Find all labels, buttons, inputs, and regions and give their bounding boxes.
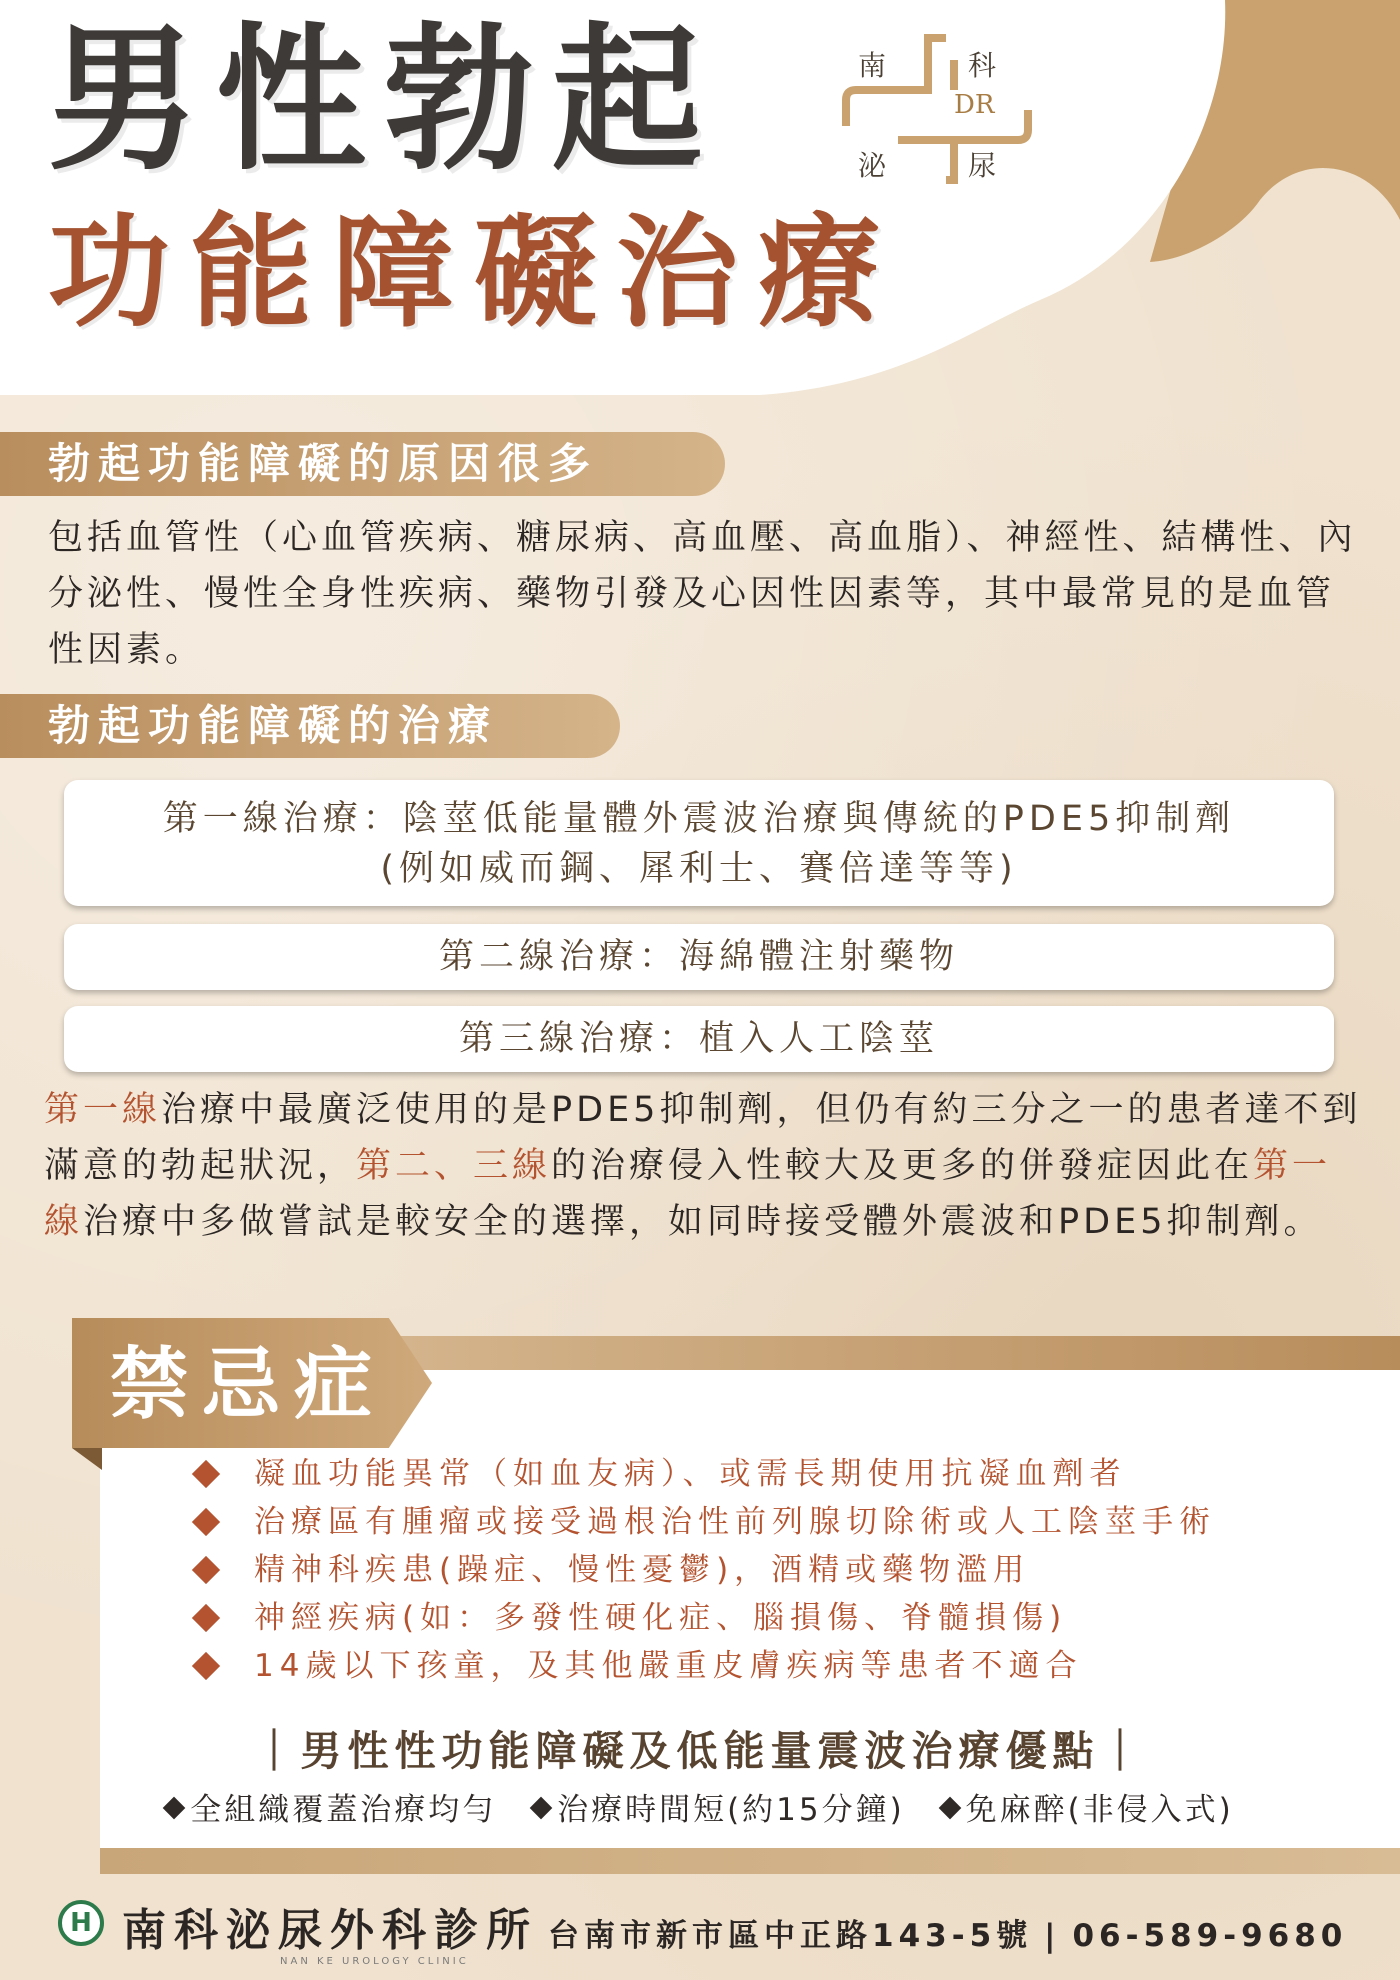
first-line-treatment-box (64, 780, 1334, 906)
list-item-text: 治療區有腫瘤或接受過根治性前列腺切除術或人工陰莖手術 (254, 1504, 1216, 1540)
clinic-address: 台南市新市區中正路143-5號 (548, 1918, 1033, 1954)
advantages-title: ｜男性性功能障礙及低能量震波治療優點｜ (253, 1727, 1147, 1775)
note-highlight-first-line-2: 第一線 (44, 1146, 1332, 1242)
advantage-text: 免麻醉(非侵入式) (965, 1792, 1234, 1828)
first-line-examples: (例如威而鋼、犀利士、賽倍達等等) (380, 849, 1018, 889)
clinic-english-name: NAN KE UROLOGY CLINIC (280, 1956, 469, 1967)
treatment-note (44, 1082, 1364, 1250)
tab-fold-shape (72, 1448, 102, 1470)
diamond-icon (163, 1797, 186, 1820)
list-item (196, 1450, 1216, 1498)
clinic-logo (838, 30, 1048, 190)
logo-char-2: 科 (968, 49, 997, 82)
contraindication-list (196, 1450, 1216, 1690)
list-item (196, 1594, 1216, 1642)
advantage-item (166, 1792, 496, 1828)
note-text-2: 的治療侵入性較大及更多的併發症因此在 (551, 1146, 1254, 1186)
second-line-treatment-box (64, 924, 1334, 990)
contraindication-heading: 禁忌症 (110, 1340, 387, 1430)
note-text-3: 治療中多做嘗試是較安全的選擇，如同時接受體外震波和PDE5抑制劑。 (83, 1202, 1323, 1242)
diamond-icon (192, 1604, 220, 1632)
logo-char-3: 泌 (858, 149, 887, 182)
separator: | (1044, 1918, 1061, 1954)
causes-heading: 勃起功能障礙的原因很多 (0, 432, 725, 496)
list-item (196, 1498, 1216, 1546)
clinic-contact (548, 1910, 1347, 1955)
hospital-icon: H (58, 1900, 104, 1946)
logo-char-4: 尿 (968, 149, 997, 182)
list-item (196, 1546, 1216, 1594)
note-text-1: 治療中最廣泛使用的是PDE5抑制劑，但仍有約三分之一的患者達不到滿意的勃起狀況， (44, 1090, 1362, 1186)
advantage-item (533, 1792, 905, 1828)
footer (0, 1880, 1400, 1980)
diamond-icon (192, 1556, 220, 1584)
diamond-icon (530, 1797, 553, 1820)
note-highlight-first-line: 第一線 (44, 1090, 162, 1130)
bottom-accent-bar (100, 1848, 1400, 1874)
second-line-treatment: 第二線治療：海綿體注射藥物 (438, 937, 959, 977)
note-highlight-second-third: 第二、三線 (356, 1146, 552, 1186)
clinic-phone: 06-589-9680 (1072, 1918, 1348, 1954)
third-line-treatment: 第三線治療：植入人工陰莖 (458, 1019, 939, 1059)
third-line-treatment-box (64, 1006, 1334, 1072)
diamond-icon (192, 1652, 220, 1680)
diamond-icon (192, 1460, 220, 1488)
logo-char-1: 南 (858, 49, 887, 82)
list-item-text: 精神科疾患(躁症、慢性憂鬱)，酒精或藥物濫用 (254, 1552, 1031, 1588)
main-subtitle: 功能障礙治療 (48, 202, 900, 344)
list-item-text: 14歲以下孩童，及其他嚴重皮膚疾病等患者不適合 (254, 1648, 1083, 1684)
list-item-text: 神經疾病(如：多發性硬化症、腦損傷、脊髓損傷) (254, 1600, 1068, 1636)
logo-mark: DR (954, 90, 995, 120)
advantage-text: 全組織覆蓋治療均勻 (190, 1792, 497, 1828)
advantage-text: 治療時間短(約15分鐘) (557, 1792, 905, 1828)
diamond-icon (192, 1508, 220, 1536)
list-item-text: 凝血功能異常（如血友病）、或需長期使用抗凝血劑者 (254, 1456, 1127, 1492)
diamond-icon (938, 1797, 961, 1820)
treatment-heading: 勃起功能障礙的治療 (0, 694, 620, 758)
advantage-item (942, 1792, 1234, 1828)
causes-body: 包括血管性（心血管疾病、糖尿病、高血壓、高血脂）、神經性、結構性、內分泌性、慢性全身性疾病、藥物引發及心因性因素等，其中最常見的是血管性因素。 (48, 518, 1357, 670)
list-item (196, 1642, 1216, 1690)
clinic-name: 南科泌尿外科診所 (122, 1905, 538, 1956)
first-line-treatment: 第一線治療：陰莖低能量體外震波治療與傳統的PDE5抑制劑 (162, 799, 1236, 839)
advantages-row (0, 1784, 1400, 1829)
main-title: 男性勃起 (48, 9, 721, 193)
